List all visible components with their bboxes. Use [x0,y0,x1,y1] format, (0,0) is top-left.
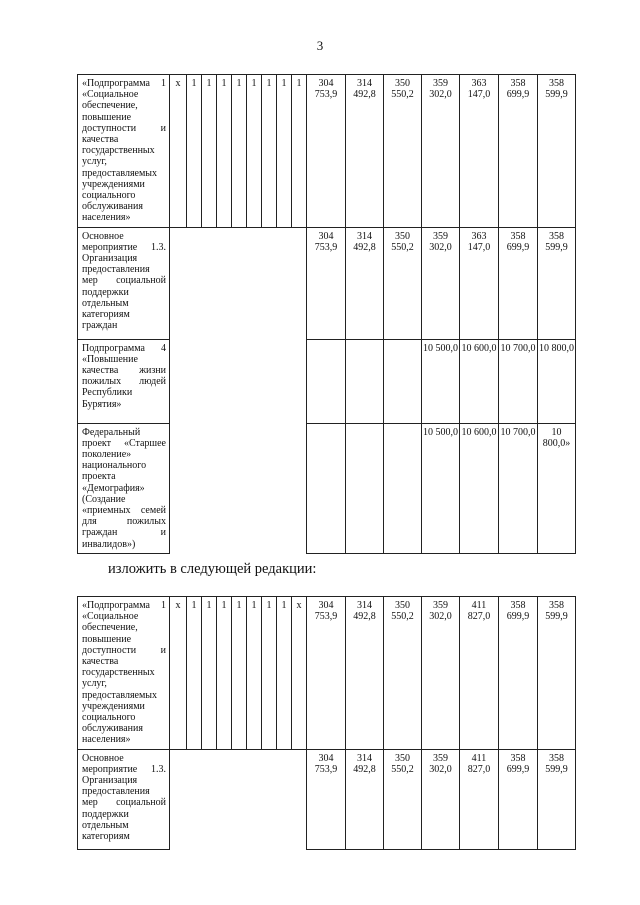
value-cell: 314 492,8 [346,597,384,750]
flag-cell: 1 [262,597,277,750]
page-number: 3 [316,38,324,53]
flag-cell: 1 [277,597,292,750]
value-cell: 10 800,0 [538,339,576,423]
flag-cell: 1 [262,75,277,228]
flag-cell: x [170,75,187,228]
value-cell: 358 699,9 [499,749,538,849]
budget-table-old [77,74,576,554]
flag-cell: 1 [232,597,247,750]
row-name: «Подпрограмма 1 «Социальное обеспечение, повышение доступности и качества государственных услуг, предоставляемых учреждениями социального обслуживания населения» [78,75,170,228]
blank-cell [170,749,307,849]
value-cell: 358 599,9 [538,749,576,849]
value-cell: 359 302,0 [422,749,460,849]
table-row [78,339,576,423]
value-cell: 359 302,0 [422,75,460,228]
flag-cell: 1 [202,597,217,750]
value-cell: 10 500,0 [422,339,460,423]
row-name: Основное мероприятие 1.3. Организация предоставления мер социальной поддержки отдельным категориям [78,749,170,849]
value-cell: 314 492,8 [346,749,384,849]
flag-cell: 1 [247,75,262,228]
value-cell: 411 827,0 [460,597,499,750]
value-cell: 10 700,0 [499,423,538,553]
value-cell [384,339,422,423]
flag-cell: 1 [187,75,202,228]
value-cell: 411 827,0 [460,749,499,849]
flag-cell: 1 [247,597,262,750]
value-cell [346,423,384,553]
flag-cell: 1 [217,75,232,228]
value-cell: 358 599,9 [538,227,576,339]
value-cell: 10 500,0 [422,423,460,553]
flag-cell: 1 [202,75,217,228]
value-cell: 363 147,0 [460,227,499,339]
value-cell: 358 699,9 [499,597,538,750]
flag-cell: 1 [232,75,247,228]
value-cell: 10 700,0 [499,339,538,423]
value-cell: 350 550,2 [384,227,422,339]
flag-cell: 1 [277,75,292,228]
value-cell: 314 492,8 [346,227,384,339]
table-row [78,749,576,849]
blank-cell [170,423,307,553]
value-cell: 314 492,8 [346,75,384,228]
value-cell: 358 599,9 [538,75,576,228]
value-cell [384,423,422,553]
flag-cell: 1 [187,597,202,750]
table-row [78,597,576,750]
value-cell [307,423,346,553]
flag-cell: x [170,597,187,750]
value-cell: 10 800,0» [538,423,576,553]
blank-cell [170,339,307,423]
value-cell [307,339,346,423]
value-cell: 304 753,9 [307,597,346,750]
value-cell: 10 600,0 [460,423,499,553]
transition-text: изложить в следующей редакции: [108,561,317,577]
table-row [78,75,576,228]
flag-cell: 1 [292,75,307,228]
value-cell: 304 753,9 [307,227,346,339]
row-name: Подпрограмма 4 «Повышение качества жизни пожилых людей Республики Бурятия» [78,339,170,423]
flag-cell: x [292,597,307,750]
value-cell: 359 302,0 [422,597,460,750]
value-cell: 350 550,2 [384,749,422,849]
value-cell: 358 699,9 [499,75,538,228]
value-cell: 358 599,9 [538,597,576,750]
row-name: «Подпрограмма 1 «Социальное обеспечение, повышение доступности и качества государственных услуг, предоставляемых учреждениями социального обслуживания населения» [78,597,170,750]
value-cell: 359 302,0 [422,227,460,339]
value-cell [346,339,384,423]
row-name: Основное мероприятие 1.3. Организация предоставления мер социальной поддержки отдельным категориям граждан [78,227,170,339]
blank-cell [170,227,307,339]
value-cell: 358 699,9 [499,227,538,339]
value-cell: 10 600,0 [460,339,499,423]
table-row [78,423,576,553]
value-cell: 304 753,9 [307,749,346,849]
table-row [78,227,576,339]
budget-table-new [77,596,576,850]
row-name: Федеральный проект «Старшее поколение» национального проекта «Демография» (Создание «приемных семей для пожилых граждан и инвалидов») [78,423,170,553]
value-cell: 350 550,2 [384,75,422,228]
flag-cell: 1 [217,597,232,750]
value-cell: 304 753,9 [307,75,346,228]
value-cell: 350 550,2 [384,597,422,750]
value-cell: 363 147,0 [460,75,499,228]
